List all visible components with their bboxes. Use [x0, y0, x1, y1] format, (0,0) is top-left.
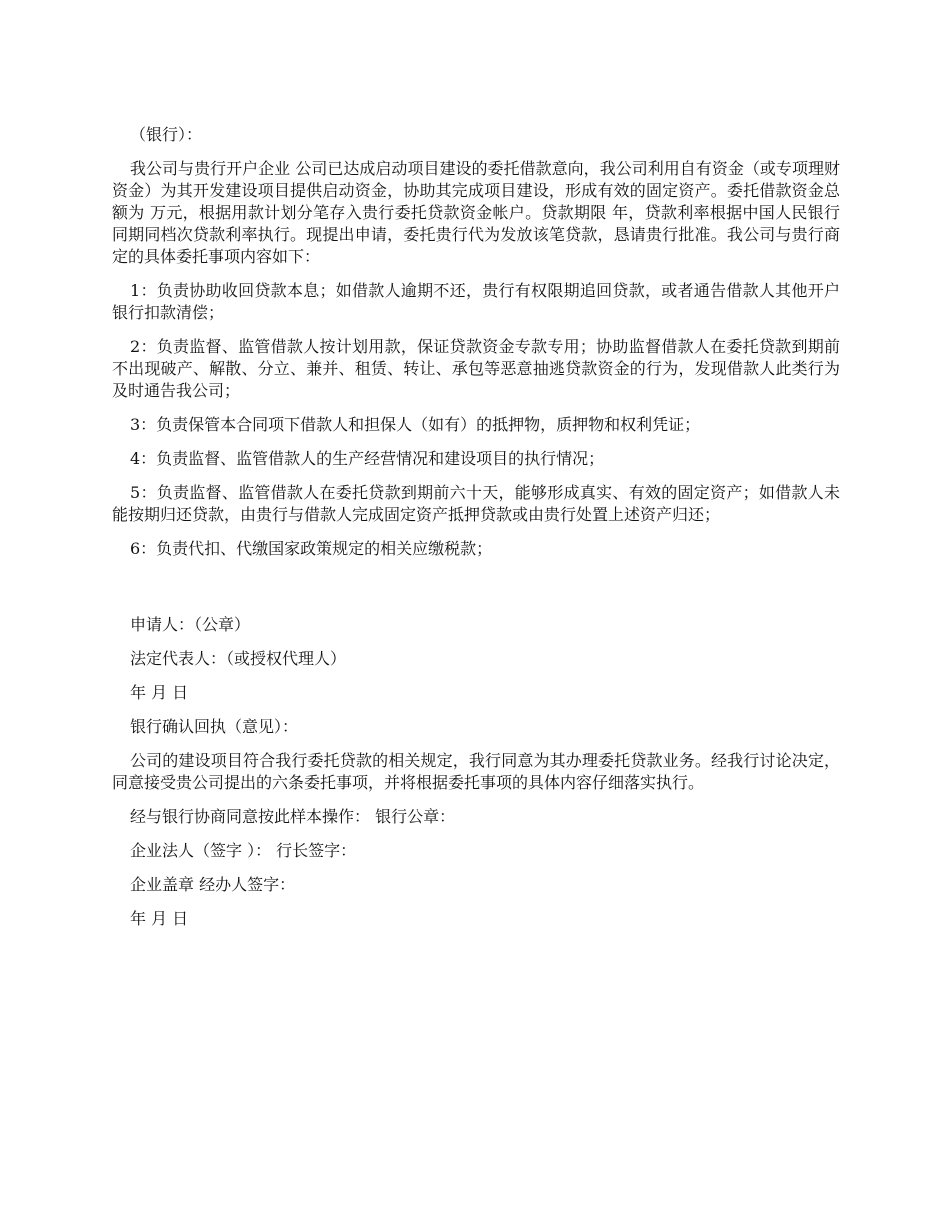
bank-confirm-title: 银行确认回执（意见）： — [130, 717, 299, 736]
applicant-line: 申请人：（公章） — [130, 615, 251, 634]
date-line-1: 年 月 日 — [130, 683, 189, 702]
signatures-line: 企业法人（签字 ）： 行长签字： — [130, 841, 357, 860]
item-4: 4：负责监督、监管借款人的生产经营情况和建设项目的执行情况； — [130, 449, 605, 468]
seal-line: 企业盖章 经办人签字： — [130, 875, 296, 894]
item-3: 3：负责保管本合同项下借款人和担保人（如有）的抵押物，质押物和权利凭证； — [130, 415, 701, 434]
intro-paragraph: 我公司与贵行开户企业 公司已达成启动项目建设的委托借款意向，我公司利用自有资金（或专项理财资金）为其开发建设项目提供启动资金，协助其完成项目建设，形成有效的固定资产。委托借款资金总额为 万元，根据用款计划分笔存入贵行委托贷款资金帐户。贷款期限 年，贷款利率根据中国人民银行同期同档次贷款利率执行。现提出申请，委托贵行代为发放该笔贷款，恳请贵行批准。我公司与贵行商定的具体委托事项内容如下： — [112, 159, 840, 266]
salutation: （银行）： — [130, 125, 203, 144]
negotiation-line: 经与银行协商同意按此样本操作： 银行公章： — [130, 807, 456, 826]
section-spacer — [112, 572, 840, 614]
document-body — [112, 124, 840, 942]
item-5: 5：负责监督、监管借款人在委托贷款到期前六十天，能够形成真实、有效的固定资产；如借款人未能按期归还贷款，由贵行与借款人完成固定资产抵押贷款或由贵行处置上述资产归还； — [112, 483, 840, 524]
item-2: 2：负责监督、监管借款人按计划用款，保证贷款资金专款专用；协助监督借款人在委托贷款到期前不出现破产、解散、分立、兼并、租赁、转让、承包等恶意抽逃贷款资金的行为，发现借款人此类行为及时通告我公司； — [112, 337, 840, 400]
bank-confirm-body: 公司的建设项目符合我行委托贷款的相关规定，我行同意为其办理委托贷款业务。经我行讨论决定，同意接受贵公司提出的六条委托事项，并将根据委托事项的具体内容仔细落实执行。 — [112, 751, 840, 792]
item-1: 1：负责协助收回贷款本息；如借款人逾期不还，贵行有权限期追回贷款，或者通告借款人其他开户银行扣款清偿； — [112, 281, 840, 322]
item-6: 6：负责代扣、代缴国家政策规定的相关应缴税款； — [130, 539, 493, 558]
legal-rep-line: 法定代表人：（或授权代理人） — [130, 649, 347, 668]
date-line-2: 年 月 日 — [130, 909, 189, 928]
